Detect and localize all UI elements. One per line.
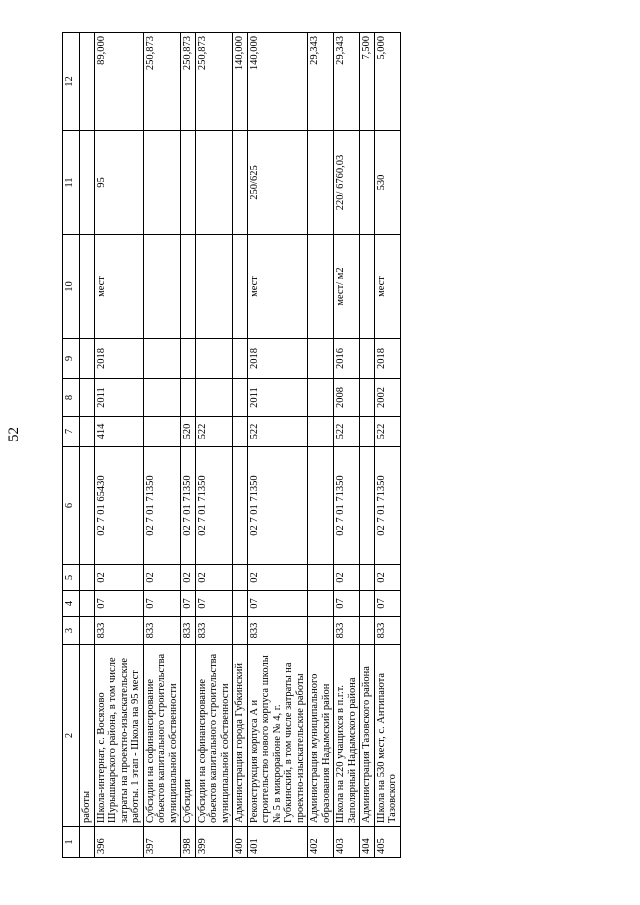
section-cell: 07 — [374, 591, 400, 617]
expense-type-cell: 522 — [247, 417, 308, 447]
header-cell: 6 — [63, 447, 80, 565]
end-year-cell — [233, 339, 248, 379]
amount-cell: 29,343 — [334, 33, 360, 131]
target-article-cell: 02 7 01 71350 — [247, 447, 308, 565]
amount-cell: 250,873 — [195, 33, 233, 131]
capacity-cell — [233, 131, 248, 235]
section-cell — [308, 591, 334, 617]
ministry-code-cell: 833 — [181, 617, 196, 645]
table-row — [195, 33, 233, 858]
start-year-cell: 2011 — [247, 379, 308, 417]
section-cell — [233, 591, 248, 617]
end-year-cell: 2018 — [247, 339, 308, 379]
ministry-code-cell: 833 — [94, 617, 143, 645]
subsection-cell — [233, 565, 248, 591]
end-year-cell: 2018 — [374, 339, 400, 379]
header-cell: 2 — [63, 645, 80, 827]
subsection-cell: 02 — [374, 565, 400, 591]
table-row — [94, 33, 143, 858]
start-year-cell — [80, 379, 95, 417]
end-year-cell — [195, 339, 233, 379]
capacity-cell — [80, 131, 95, 235]
target-article-cell: 02 7 01 71350 — [143, 447, 181, 565]
expense-type-cell — [143, 417, 181, 447]
ministry-code-cell — [233, 617, 248, 645]
table-row — [181, 33, 196, 858]
expense-type-cell: 520 — [181, 417, 196, 447]
item-name-cell: Администрация Тазовского района — [360, 645, 375, 827]
header-cell: 7 — [63, 417, 80, 447]
capacity-cell — [360, 131, 375, 235]
row-number-cell: 403 — [334, 827, 360, 858]
capacity-cell — [143, 131, 181, 235]
header-cell: 3 — [63, 617, 80, 645]
header-cell: 10 — [63, 235, 80, 339]
start-year-cell — [143, 379, 181, 417]
section-cell — [360, 591, 375, 617]
header-cell: 11 — [63, 131, 80, 235]
amount-cell: 250,873 — [181, 33, 196, 131]
row-number-cell: 404 — [360, 827, 375, 858]
ministry-code-cell: 833 — [195, 617, 233, 645]
ministry-code-cell: 833 — [143, 617, 181, 645]
end-year-cell — [308, 339, 334, 379]
table-row — [247, 33, 308, 858]
item-name-cell: работы — [80, 645, 95, 827]
target-article-cell — [80, 447, 95, 565]
target-article-cell: 02 7 01 65430 — [94, 447, 143, 565]
section-cell: 07 — [94, 591, 143, 617]
capacity-cell — [181, 131, 196, 235]
expense-type-cell: 522 — [374, 417, 400, 447]
unit-cell: мест/ м2 — [334, 235, 360, 339]
unit-cell: мест — [94, 235, 143, 339]
item-name-cell: Администрация муниципального образования Надымский район — [308, 645, 334, 827]
page-number: 52 — [6, 427, 22, 442]
budget-table-container — [62, 33, 640, 858]
target-article-cell: 02 7 01 71350 — [374, 447, 400, 565]
header-cell: 1 — [63, 827, 80, 858]
start-year-cell — [360, 379, 375, 417]
amount-cell: 29,343 — [308, 33, 334, 131]
budget-table — [62, 32, 401, 858]
item-name-cell: Школа на 530 мест, с. Антипаюта Тазовского — [374, 645, 400, 827]
item-name-cell: Реконструкция корпуса А и строительство нового корпуса школы № 5 в микрорайоне № 4, г. Губкинский, в том числе затраты на проектно-изыскательские работы — [247, 645, 308, 827]
start-year-cell: 2008 — [334, 379, 360, 417]
unit-cell — [143, 235, 181, 339]
section-cell: 07 — [195, 591, 233, 617]
ministry-code-cell: 833 — [247, 617, 308, 645]
target-article-cell — [308, 447, 334, 565]
expense-type-cell — [233, 417, 248, 447]
capacity-cell: 530 — [374, 131, 400, 235]
target-article-cell — [233, 447, 248, 565]
expense-type-cell: 522 — [195, 417, 233, 447]
table-row — [80, 33, 95, 858]
section-cell: 07 — [334, 591, 360, 617]
subsection-cell: 02 — [94, 565, 143, 591]
ministry-code-cell — [308, 617, 334, 645]
start-year-cell — [181, 379, 196, 417]
end-year-cell — [181, 339, 196, 379]
table-row — [360, 33, 375, 858]
subsection-cell: 02 — [334, 565, 360, 591]
item-name-cell: Школа-интернат, с. Восяхово Шурышкарского района, в том числе затраты на проектно-изыскательские работы. 1 этап - Школа на 95 мест — [94, 645, 143, 827]
amount-cell: 7,500 — [360, 33, 375, 131]
ministry-code-cell — [360, 617, 375, 645]
row-number-cell: 398 — [181, 827, 196, 858]
row-number-cell: 397 — [143, 827, 181, 858]
amount-cell: 250,873 — [143, 33, 181, 131]
row-number-cell: 399 — [195, 827, 233, 858]
table-row — [334, 33, 360, 858]
target-article-cell: 02 7 01 71350 — [195, 447, 233, 565]
end-year-cell: 2016 — [334, 339, 360, 379]
row-number-cell: 400 — [233, 827, 248, 858]
amount-cell: 5,000 — [374, 33, 400, 131]
target-article-cell: 02 7 01 71350 — [181, 447, 196, 565]
unit-cell — [195, 235, 233, 339]
unit-cell — [308, 235, 334, 339]
capacity-cell: 250/625 — [247, 131, 308, 235]
unit-cell — [181, 235, 196, 339]
section-cell: 07 — [247, 591, 308, 617]
header-cell: 5 — [63, 565, 80, 591]
amount-cell: 140,000 — [233, 33, 248, 131]
expense-type-cell — [80, 417, 95, 447]
expense-type-cell: 522 — [334, 417, 360, 447]
expense-type-cell — [360, 417, 375, 447]
table-row — [233, 33, 248, 858]
ministry-code-cell: 833 — [334, 617, 360, 645]
expense-type-cell: 414 — [94, 417, 143, 447]
ministry-code-cell: 833 — [374, 617, 400, 645]
item-name-cell: Администрация города Губкинский — [233, 645, 248, 827]
amount-cell: 89,000 — [94, 33, 143, 131]
capacity-cell — [195, 131, 233, 235]
unit-cell — [233, 235, 248, 339]
subsection-cell — [80, 565, 95, 591]
header-cell: 4 — [63, 591, 80, 617]
header-row — [63, 33, 80, 858]
header-cell: 9 — [63, 339, 80, 379]
start-year-cell: 2011 — [94, 379, 143, 417]
subsection-cell — [308, 565, 334, 591]
unit-cell — [360, 235, 375, 339]
unit-cell: мест — [247, 235, 308, 339]
amount-cell — [80, 33, 95, 131]
capacity-cell: 95 — [94, 131, 143, 235]
end-year-cell — [360, 339, 375, 379]
amount-cell: 140,000 — [247, 33, 308, 131]
end-year-cell — [80, 339, 95, 379]
expense-type-cell — [308, 417, 334, 447]
subsection-cell: 02 — [247, 565, 308, 591]
start-year-cell — [233, 379, 248, 417]
item-name-cell: Субсидии на софинансирование объектов капитального строительства муниципальной собственности — [143, 645, 181, 827]
row-number-cell: 401 — [247, 827, 308, 858]
subsection-cell — [360, 565, 375, 591]
item-name-cell: Субсидии на софинансирование объектов капитального строительства муниципальной собственности — [195, 645, 233, 827]
section-cell: 07 — [181, 591, 196, 617]
end-year-cell — [143, 339, 181, 379]
header-cell: 8 — [63, 379, 80, 417]
start-year-cell: 2002 — [374, 379, 400, 417]
start-year-cell — [195, 379, 233, 417]
capacity-cell — [308, 131, 334, 235]
ministry-code-cell — [80, 617, 95, 645]
capacity-cell: 220/ 6760,03 — [334, 131, 360, 235]
row-number-cell: 405 — [374, 827, 400, 858]
section-cell — [80, 591, 95, 617]
header-cell: 12 — [63, 33, 80, 131]
end-year-cell: 2018 — [94, 339, 143, 379]
subsection-cell: 02 — [195, 565, 233, 591]
row-number-cell — [80, 827, 95, 858]
row-number-cell: 402 — [308, 827, 334, 858]
section-cell: 07 — [143, 591, 181, 617]
table-row — [308, 33, 334, 858]
unit-cell: мест — [374, 235, 400, 339]
item-name-cell: Субсидии — [181, 645, 196, 827]
target-article-cell — [360, 447, 375, 565]
subsection-cell: 02 — [143, 565, 181, 591]
subsection-cell: 02 — [181, 565, 196, 591]
unit-cell — [80, 235, 95, 339]
target-article-cell: 02 7 01 71350 — [334, 447, 360, 565]
table-row — [143, 33, 181, 858]
row-number-cell: 396 — [94, 827, 143, 858]
table-row — [374, 33, 400, 858]
item-name-cell: Школа на 220 учащихся в п.г.т. Заполярный Надымского района — [334, 645, 360, 827]
start-year-cell — [308, 379, 334, 417]
